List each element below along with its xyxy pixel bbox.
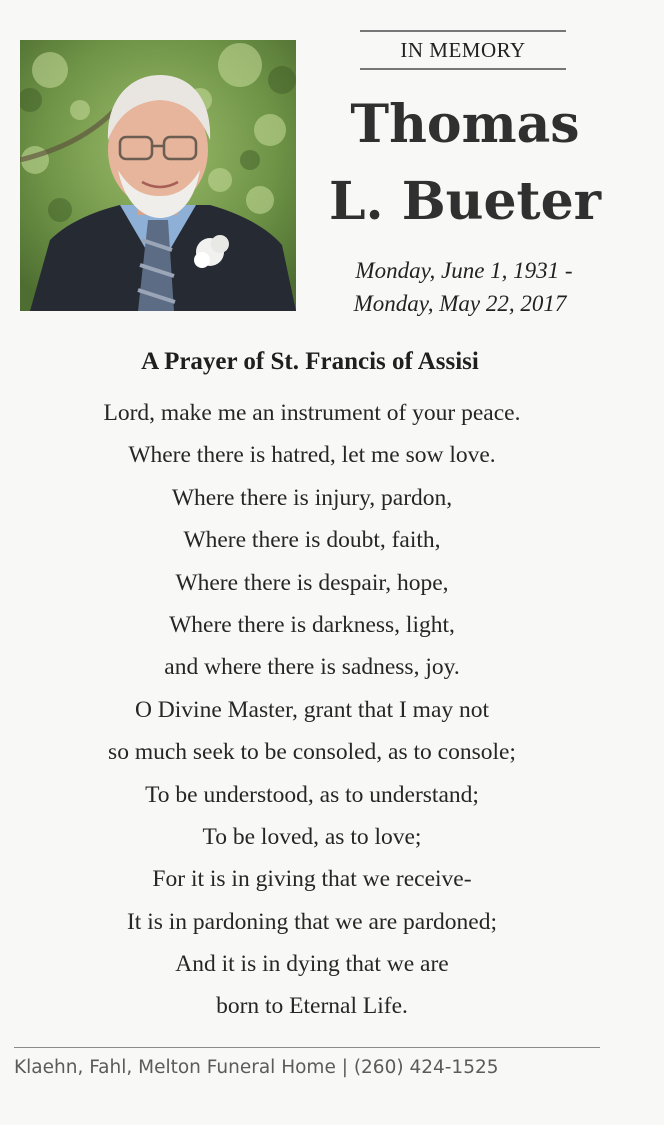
prayer-line: Where there is darkness, light,: [169, 611, 455, 638]
death-date: Monday, May 22, 2017: [353, 291, 567, 316]
deceased-last-name: L. Bueter: [328, 171, 602, 232]
birth-date: Monday, June 1, 1931 -: [355, 258, 573, 283]
prayer-line: Lord, make me an instrument of your peace.: [103, 400, 521, 426]
prayer-line: Where there is despair, hope,: [175, 569, 449, 596]
prayer-line: Where there is hatred, let me sow love.: [128, 442, 496, 469]
portrait-image: [20, 40, 296, 311]
prayer-line: And it is in dying that we are: [175, 951, 449, 978]
prayer-line: To be loved, as to love;: [202, 823, 422, 850]
prayer-line: and where there is sadness, joy.: [164, 654, 460, 681]
in-memory-label: IN MEMORY: [360, 30, 566, 70]
prayer-text: [0, 392, 624, 1028]
portrait-photo: [20, 40, 296, 311]
prayer-line: Where there is injury, pardon,: [171, 484, 453, 511]
deceased-first-name: Thomas: [350, 94, 580, 155]
prayer-line: It is in pardoning that we are pardoned;: [126, 908, 497, 935]
prayer-line: For it is in giving that we receive-: [152, 866, 472, 893]
prayer-line: O Divine Master, grant that I may not: [134, 696, 490, 723]
funeral-home-footer: Klaehn, Fahl, Melton Funeral Home | (260) 424-1525: [14, 1057, 499, 1078]
prayer-line: born to Eternal Life.: [216, 993, 408, 1020]
prayer-title: A Prayer of St. Francis of Assisi: [141, 348, 479, 375]
prayer-line: Where there is doubt, faith,: [183, 527, 441, 554]
footer-divider: [14, 1047, 600, 1048]
prayer-line: To be understood, as to understand;: [145, 781, 479, 808]
prayer-line: so much seek to be consoled, as to console;: [108, 739, 516, 766]
